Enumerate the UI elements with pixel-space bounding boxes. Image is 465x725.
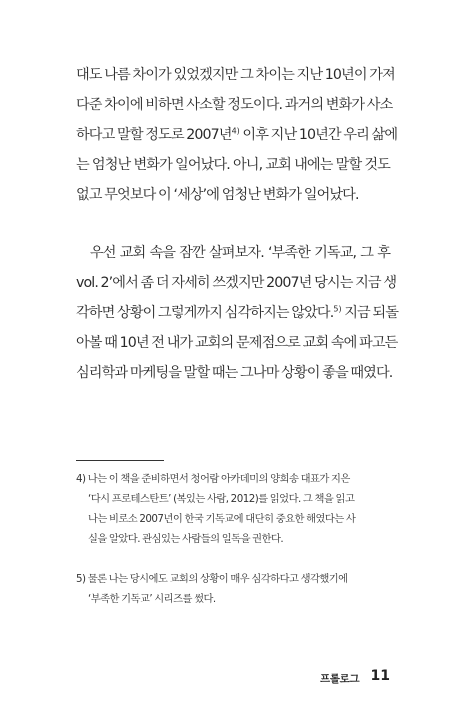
footnote-line: 실을 알았다. 관심있는 사람들의 일독을 권한다. <box>88 533 284 545</box>
footnote-line: ‘부족한 기독교’ 시리즈를 썼다. <box>88 593 216 605</box>
footnote-marker-4[interactable]: 4) <box>231 126 240 136</box>
text-line: 아볼 때 10년 전 내가 교회의 문제점으로 교회 속에 파고든 <box>76 335 398 351</box>
text-line: 다준 차이에 비하면 사소할 정도이다. 과거의 변화가 사소 <box>76 97 393 113</box>
page-number: 11 <box>370 668 390 684</box>
page-footer <box>320 668 390 686</box>
text-line-with-footnote <box>76 125 398 145</box>
text-segment: 이후 지난 10년간 우리 삶에 <box>239 127 398 143</box>
text-line-with-footnote <box>76 303 399 323</box>
text-segment: 하다고 말할 정도로 2007년 <box>76 127 232 143</box>
text-line: 는 엄청난 변화가 일어났다. 아니, 교회 내에는 말할 것도 <box>76 157 390 173</box>
footnote-line: 5) 물론 나는 당시에도 교회의 상황이 매우 심각하다고 생각했기에 <box>76 573 348 585</box>
text-line: 대도 나름 차이가 있었겠지만 그 차이는 지난 10년이 가져 <box>76 67 395 83</box>
footnote-line: 4) 나는 이 책을 준비하면서 청어람 아카데미의 양희송 대표가 지은 <box>76 473 350 485</box>
footnote-divider <box>76 460 164 461</box>
footnote-line: ‘다시 프로테스탄트’ (복있는 사람, 2012)를 읽었다. 그 책을 읽고 <box>88 493 355 505</box>
text-line: vol. 2’에서 좀 더 자세히 쓰겠지만 2007년 당시는 지금 생 <box>76 275 397 291</box>
text-line: 심리학과 마케팅을 말할 때는 그나마 상황이 좋을 때였다. <box>76 365 393 381</box>
section-label: 프롤로그 <box>320 673 360 685</box>
text-segment: 지금 되돌 <box>341 305 399 321</box>
text-segment: 각하면 상황이 그렇게까지 심각하지는 않았다. <box>76 305 334 321</box>
text-line-indented: 우선 교회 속을 잠깐 살펴보자. ‘부족한 기독교, 그 후 <box>90 245 390 261</box>
footnote-line: 나는 비로소 2007년이 한국 기독교에 대단히 중요한 해였다는 사 <box>88 513 356 525</box>
footnote-marker-5[interactable]: 5) <box>333 304 342 314</box>
text-line: 없고 무엇보다 이 ‘세상’에 엄청난 변화가 일어났다. <box>76 187 359 203</box>
